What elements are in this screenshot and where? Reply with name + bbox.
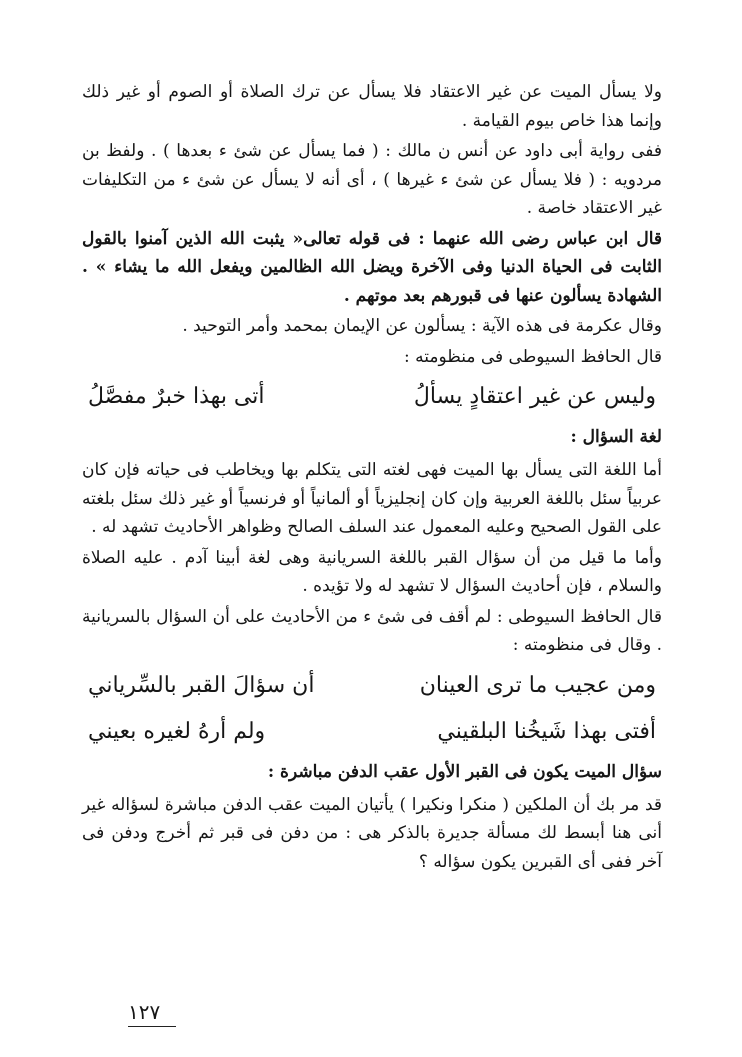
paragraph-no-questioning: ولا يسأل الميت عن غير الاعتقاد فلا يسأل عن ترك الصلاة أو الصوم أو غير ذلك وإنما هذا خاص بيوم القيامة . xyxy=(82,82,662,131)
verse-second-hemistich: أتى بهذا خبرٌ مفصَّلُ xyxy=(88,384,265,409)
poem-verse-3 xyxy=(88,712,656,752)
paragraph-two-angels: قد مر بك أن الملكين ( منكرا ونكيرا ) يأتيان الميت عقب الدفن مباشرة لسؤاله غير أنى هنا أبسط لك مسألة جديرة بالذكر هى : من دفن فى قبر ثم أخرج ودفن فى آخر ففى أى القبرين يكون سؤاله ؟ xyxy=(82,794,662,872)
section-heading-language: لغة السؤال : xyxy=(570,427,662,447)
paragraph-syriac: وأما ما قيل من أن سؤال القبر باللغة السريانية وهى لغة أبينا آدم . عليه الصلاة والسلام ، فإن أحاديث السؤال لا تشهد له ولا تؤيده . xyxy=(82,547,662,596)
paragraph-ibn-abbas: قال ابن عباس رضى الله عنهما : فى قوله تعالى« يثبت الله الذين آمنوا بالقول الثابت فى الحياة الدنيا وفى الآخرة ويضل الله الظالمين ويفعل الله ما يشاء » . الشهادة يسألون عنها فى قبورهم بعد موتهم . xyxy=(82,228,662,306)
verse-first-hemistich: أفتى بهذا شَيخُنا البلقيني xyxy=(437,718,656,744)
verse-second-hemistich: ولم أرهُ لغيره بعيني xyxy=(88,718,266,744)
paragraph-suyuti-syriac: قال الحافظ السيوطى : لم أقف فى شئ ء من الأحاديث على أن السؤال بالسريانية . وقال فى منظومته : xyxy=(82,606,662,655)
poem-verse-2 xyxy=(88,666,656,706)
page-number-underline xyxy=(128,1026,176,1027)
book-page xyxy=(82,78,662,878)
paragraph-abu-dawud: ففى رواية أبى داود عن أنس ن مالك : ( فما يسأل عن شئ ء بعدها ) . ولفظ بن مردويه : ( فلا يسأل عن شئ ء غيرها ) ، أى أنه لا يسأل عن شئ ء من التكليفات غير الاعتقاد خاصة . xyxy=(82,141,662,218)
poem-verse-1 xyxy=(88,377,656,417)
paragraph-suyuti-intro: قال الحافظ السيوطى فى منظومته : xyxy=(403,346,662,367)
verse-first-hemistich: ومن عجيب ما ترى العينان xyxy=(419,672,656,698)
paragraph-language-answer: أما اللغة التى يسأل بها الميت فهى لغته التى يتكلم بها ويخاطب فى حياته فإن كان عربياً سئل باللغة العربية وإن كان إنجليزياً أو ألمانياً أو فرنسياً أو غير ذلك سئل بلغته على القول الصحيح وعليه المعمول عند السلف الصالح وظواهر الأحاديث تشهد له . xyxy=(82,460,662,537)
paragraph-ikrimah: وقال عكرمة فى هذه الآية : يسألون عن الإيمان بمحمد وأمر التوحيد . xyxy=(182,316,662,336)
section-heading-first-grave: سؤال الميت يكون فى القبر الأول عقب الدفن مباشرة : xyxy=(267,761,662,782)
verse-first-hemistich: وليس عن غير اعتقادٍ يسألُ xyxy=(413,384,656,409)
page-number: ١٢٧ xyxy=(128,1000,161,1024)
verse-second-hemistich: أن سؤالَ القبر بالسِّرياني xyxy=(88,672,315,698)
